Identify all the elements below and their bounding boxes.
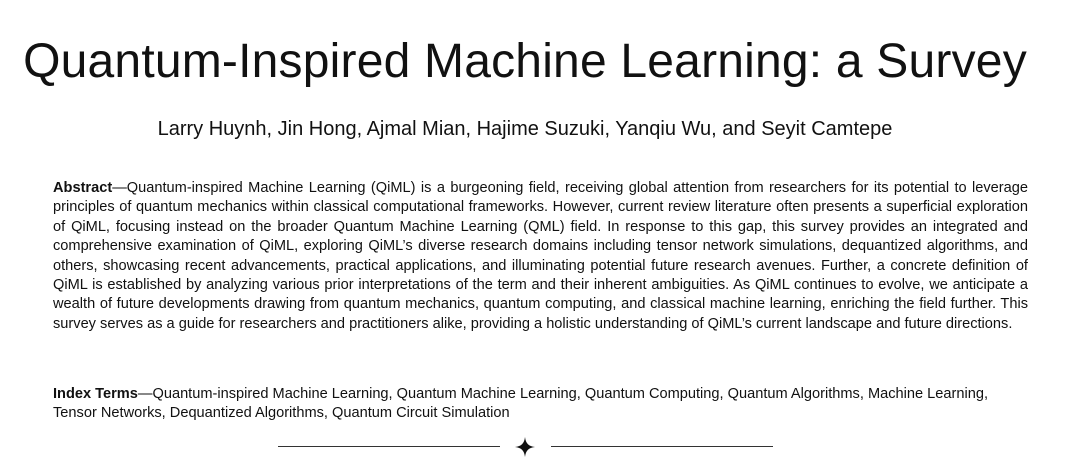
index-terms-label: Index Terms: [53, 386, 138, 402]
four-point-star-icon: [514, 436, 536, 458]
abstract: [53, 179, 1028, 334]
separator-rule-right: [551, 446, 773, 447]
separator-rule-left: [278, 446, 500, 447]
author-list: Larry Huynh, Jin Hong, Ajmal Mian, Hajime Suzuki, Yanqiu Wu, and Seyit Camtepe: [157, 118, 893, 140]
paper-title: Quantum-Inspired Machine Learning: a Survey: [23, 35, 1027, 88]
abstract-label: Abstract: [53, 180, 113, 196]
index-terms-text: —Quantum-inspired Machine Learning, Quantum Machine Learning, Quantum Computing, Quantum Algorithms, Machine Learning, Tensor Networks, Dequantized Algorithms, Quantum Circuit Simulation: [53, 386, 989, 422]
index-terms: [53, 385, 1028, 424]
abstract-text: —Quantum-inspired Machine Learning (QiML) is a burgeoning field, receiving global attention from researchers for its potential to leverage principles of quantum mechanics within classical computational frameworks. However, current review literature often presents a superficial exploration of QiML, focusing instead on the broader Quantum Machine Learning (QML) field. In response to this gap, this survey provides an integrated and comprehensive examination of QiML, exploring QiML’s diverse research domains including tensor network simulations, dequantized algorithms, and others, showcasing recent advancements, practical applications, and illuminating potential future research avenues. Further, a concrete definition of QiML is established by analyzing various prior interpretations of the term and their inherent ambiguities. As QiML continues to evolve, we anticipate a wealth of future developments drawing from quantum mechanics, quantum computing, and classical machine learning, enriching the field further. This survey serves as a guide for researchers and practitioners alike, providing a holistic understanding of QiML’s current landscape and future directions.: [53, 180, 1028, 332]
section-separator: [0, 436, 1050, 458]
